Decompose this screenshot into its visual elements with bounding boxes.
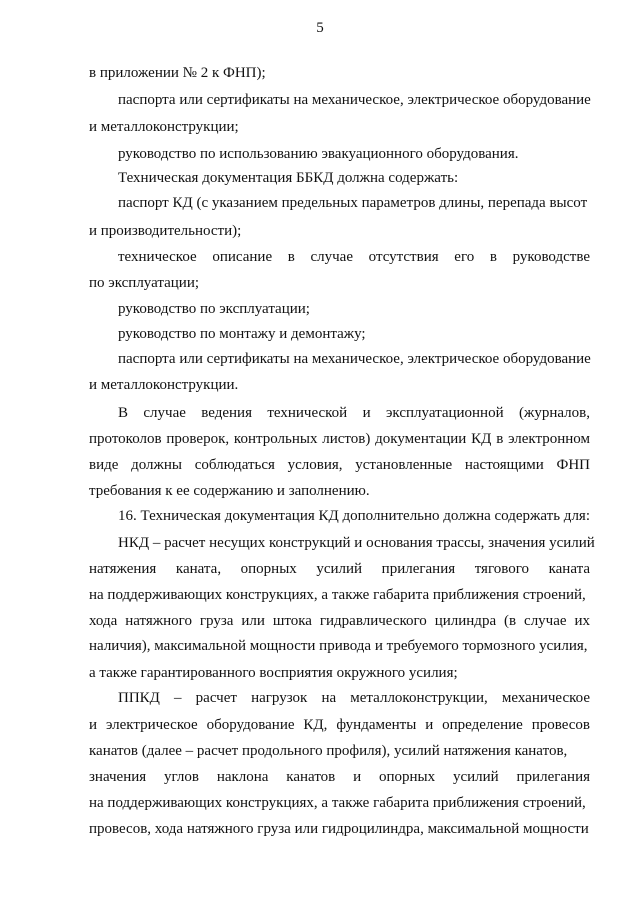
- text-line: паспорта или сертификаты на механическое, электрическое оборудование: [118, 92, 591, 108]
- text-line: руководство по эксплуатации;: [118, 301, 310, 317]
- text-line: значения углов наклона канатов и опорных усилий прилегания: [89, 769, 590, 785]
- text-line: 16. Техническая документация КД дополнительно должна содержать для:: [118, 508, 590, 524]
- text-line: Техническая документация ББКД должна содержать:: [118, 170, 459, 186]
- text-line: натяжения каната, опорных усилий прилегания тягового каната: [89, 561, 590, 577]
- text-line: ППКД – расчет нагрузок на металлоконструкции, механическое: [118, 690, 590, 706]
- text-line: и электрическое оборудование КД, фундаменты и определение провесов: [89, 717, 590, 733]
- text-line: канатов (далее – расчет продольного профиля), усилий натяжения канатов,: [89, 743, 568, 759]
- text-line: техническое описание в случае отсутствия его в руководстве: [118, 249, 590, 265]
- text-line: требования к ее содержанию и заполнению.: [89, 483, 370, 499]
- text-line: и металлоконструкции;: [89, 119, 239, 135]
- text-line: хода натяжного груза или штока гидравлического цилиндра (в случае их: [89, 613, 590, 629]
- text-line: в приложении № 2 к ФНП);: [89, 65, 266, 81]
- text-line: провесов, хода натяжного груза или гидроцилиндра, максимальной мощности: [89, 821, 589, 837]
- text-line: В случае ведения технической и эксплуатационной (журналов,: [118, 405, 590, 421]
- text-line: и производительности);: [89, 223, 242, 239]
- text-line: на поддерживающих конструкциях, а также габарита приближения строений,: [89, 795, 586, 811]
- text-line: протоколов проверок, контрольных листов) документации КД в электронном: [89, 431, 590, 447]
- text-line: по эксплуатации;: [89, 275, 200, 291]
- text-line: наличия), максимальной мощности привода и требуемого тормозного усилия,: [89, 638, 588, 654]
- page-number: 5: [316, 20, 324, 36]
- text-line: руководство по использованию эвакуационного оборудования.: [118, 146, 519, 162]
- text-line: паспорта или сертификаты на механическое, электрическое оборудование: [118, 351, 591, 367]
- text-line: виде должны соблюдаться условия, установленные настоящими ФНП: [89, 457, 590, 473]
- text-line: руководство по монтажу и демонтажу;: [118, 326, 366, 342]
- text-line: на поддерживающих конструкциях, а также габарита приближения строений,: [89, 587, 586, 603]
- text-line: НКД – расчет несущих конструкций и основания трассы, значения усилий: [118, 535, 595, 551]
- text-line: и металлоконструкции.: [89, 377, 239, 393]
- text-line: паспорт КД (с указанием предельных параметров длины, перепада высот: [118, 195, 588, 211]
- text-line: а также гарантированного восприятия окружного усилия;: [89, 665, 458, 681]
